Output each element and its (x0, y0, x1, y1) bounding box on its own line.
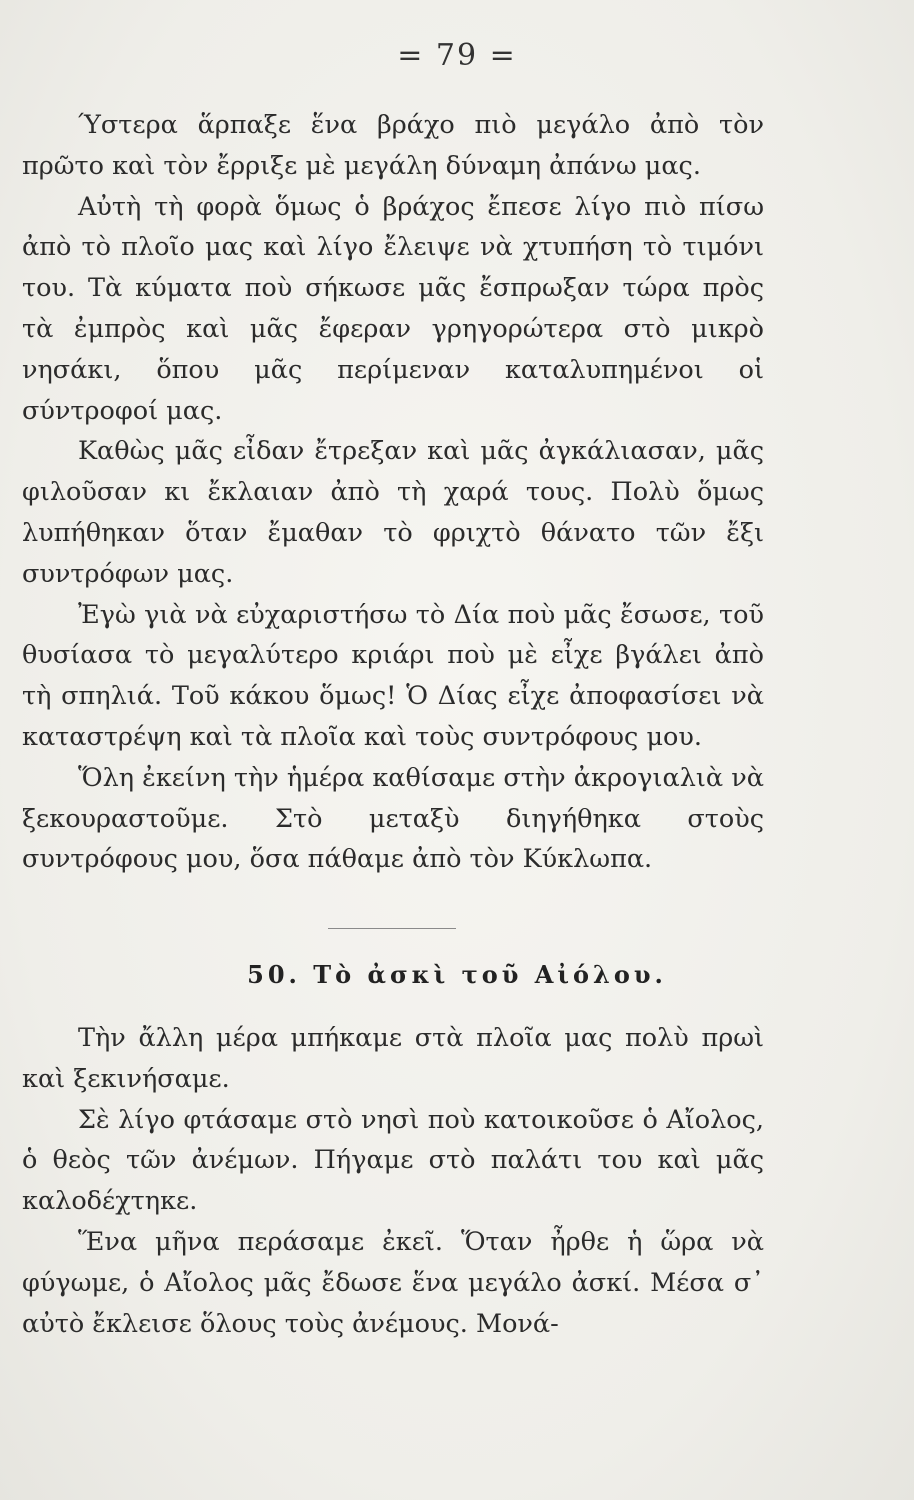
paragraph: Τὴν ἄλλη μέρα μπήκαμε στὰ πλοῖα μας πολὺ πρωὶ καὶ ξεκινήσαμε. (22, 1023, 764, 1094)
paragraph: Ύστερα ἅρπαξε ἕνα βράχο πιὸ μεγάλο ἀπὸ τὸν πρῶτο καὶ τὸν ἔρριξε μὲ μεγάλη δύναμη ἀπάνω μας. (22, 110, 764, 181)
paragraph: Σὲ λίγο φτάσαμε στὸ νησὶ ποὺ κατοικοῦσε ὁ Αἴολος, ὁ θεὸς τῶν ἀνέμων. Πήγαμε στὸ παλάτι του καὶ μᾶς καλοδέχτηκε. (22, 1104, 764, 1217)
paragraph: Ἐγὼ γιὰ νὰ εὐχαριστήσω τὸ Δία ποὺ μᾶς ἔσωσε, τοῦ θυσίασα τὸ μεγαλύτερο κριάρι ποὺ μὲ εἶχε βγάλει ἀπὸ τὴ σπηλιά. Τοῦ κάκου ὅμως! Ὁ Δίας εἶχε ἀποφασίσει νὰ καταστρέψη καὶ τὰ πλοῖα καὶ τοὺς συντρόφους μου. (22, 599, 764, 752)
section-heading: 50. Τὸ ἀσκὶ τοῦ Αἰόλου. (247, 960, 667, 989)
paragraph: Ἕνα μῆνα περάσαμε ἐκεῖ. Ὅταν ἦρθε ἡ ὥρα νὰ φύγωμε, ὁ Αἴολος μᾶς ἔδωσε ἕνα μεγάλο ἀσκί. Μέσα σ᾽ αὐτὸ ἔκλεισε ὅλους τοὺς ἀνέμους. Μονά- (22, 1226, 764, 1339)
page-number: = 79 = (397, 38, 517, 73)
story-text-top (22, 105, 764, 880)
story-text-bottom (22, 1018, 764, 1344)
paragraph: Αὐτὴ τὴ φορὰ ὅμως ὁ βράχος ἔπεσε λίγο πιὸ πίσω ἀπὸ τὸ πλοῖο μας καὶ λίγο ἔλειψε νὰ χτυπήση τὸ τιμόνι του. Τὰ κύματα ποὺ σήκωσε μᾶς ἔσπρωξαν τώρα πρὸς τὰ ἐμπρὸς καὶ μᾶς ἔφεραν γρηγορώτερα στὸ μικρὸ νησάκι, ὅπου μᾶς περίμεναν καταλυπημένοι οἱ σύντροφοί μας. (22, 191, 764, 426)
section-divider (328, 928, 456, 929)
paragraph: Καθὼς μᾶς εἶδαν ἔτρεξαν καὶ μᾶς ἀγκάλιασαν, μᾶς φιλοῦσαν κι ἔκλαιαν ἀπὸ τὴ χαρά τους. Πολὺ ὅμως λυπήθηκαν ὅταν ἔμαθαν τὸ φριχτὸ θάνατο τῶν ἔξι συντρόφων μας. (22, 436, 764, 589)
paragraph: Ὅλη ἐκείνη τὴν ἡμέρα καθίσαμε στὴν ἀκρογιαλιὰ νὰ ξεκουραστοῦμε. Στὸ μεταξὺ διηγήθηκα στοὺς συντρόφους μου, ὅσα πάθαμε ἀπὸ τὸν Κύκλωπα. (22, 762, 764, 875)
